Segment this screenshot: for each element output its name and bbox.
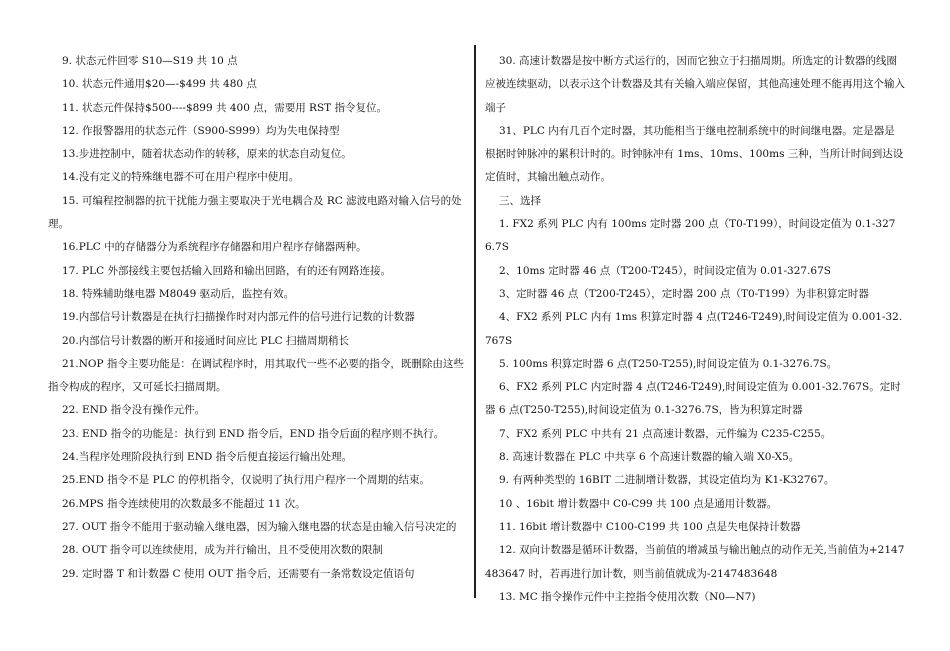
paragraph: 28. OUT 指令可以连续使用，成为并行输出，且不受使用次数的限制: [62, 544, 383, 557]
paragraph: 12. 双向计数器是循环计数器，当前值的增减虽与输出触点的动作无关,当前值为+2147483647 时，若再进行加计数，则当前值就成为-2147483648: [485, 544, 905, 580]
paragraph: 4、FX2 系列 PLC 内有 1ms 积算定时器 4 点(T246-T249),时间设定值为 0.001-32.767S: [485, 311, 903, 347]
left-column: [48, 50, 466, 586]
paragraph: 1. FX2 系列 PLC 内有 100ms 定时器 200 点（T0-T199），时间设定值为 0.1-3276.7S: [485, 218, 896, 254]
paragraph: 7、FX2 系列 PLC 中共有 21 点高速计数器，元件编为 C235-C255。: [499, 427, 832, 440]
paragraph: 三、选择: [499, 194, 541, 207]
paragraph: 8. 高速计数器在 PLC 中共享 6 个高速计数器的输入端 X0-X5。: [499, 451, 800, 464]
paragraph: 13.步进控制中，随着状态动作的转移，原来的状态自动复位。: [62, 148, 352, 161]
paragraph: 11. 状态元件保持$500----$899 共 400 点，需要用 RST 指令复位。: [62, 101, 388, 114]
paragraph: 10. 状态元件通用$20—-$499 共 480 点: [62, 78, 257, 91]
paragraph: 21.NOP 指令主要功能是：在调试程序时，用其取代一些不必要的指令，既删除由这些指令构成的程序，又可延长扫描周期。: [48, 357, 464, 394]
right-column: [485, 50, 905, 609]
paragraph: 17. PLC 外部接线主要包括输入回路和输出回路，有的还有网路连接。: [62, 264, 391, 277]
paragraph: 16.PLC 中的存储器分为系统程序存储器和用户程序存储器两种。: [62, 241, 367, 254]
paragraph: 15. 可编程控制器的抗干扰能力强主要取决于光电耦合及 RC 滤波电路对输入信号的处理。: [48, 194, 462, 231]
paragraph: 22. END 指令没有操作元件。: [62, 404, 206, 417]
paragraph: 24.当程序处理阶段执行到 END 指令后便直接运行输出处理。: [62, 451, 353, 464]
paragraph: 29. 定时器 T 和计数器 C 使用 OUT 指令后，还需要有一条常数设定值语句: [62, 567, 415, 580]
paragraph: 13. MC 指令操作元件中主控指令使用次数（N0—N7): [499, 590, 756, 603]
paragraph: 12. 作报警器用的状态元件（S900-S999）均为失电保持型: [62, 124, 340, 137]
paragraph: 9. 状态元件回零 S10—S19 共 10 点: [62, 55, 238, 67]
paragraph: 10 、16bit 增计数器中 C0-C99 共 100 点是通用计数器。: [499, 497, 778, 510]
paragraph: 19.内部信号计数器是在执行扫描操作时对内部元件的信号进行记数的计数器: [62, 311, 415, 324]
paragraph: 27. OUT 指令不能用于驱动输入继电器，因为输入继电器的状态是由输入信号决定的: [62, 520, 457, 533]
paragraph: 2、10ms 定时器 46 点（T200-T245），时间设定值为 0.01-327.67S: [499, 264, 831, 277]
paragraph: 31、PLC 内有几百个定时器，其功能相当于继电控制系统中的时间继电器。定是器是根据时钟脉冲的累积计时的。时钟脉冲有 1ms、10ms、100ms 三种，当所计时间到达设定值时，其输出触点动作。: [485, 124, 904, 184]
paragraph: 30. 高速计数器是按中断方式运行的，因而它独立于扫描周期。所选定的计数器的线圈应被连续驱动，以表示这个计数器及其有关输入端应保留，其他高速处理不能再用这个输入端子: [485, 55, 905, 114]
column-divider: [474, 45, 476, 598]
paragraph: 26.MPS 指令连续使用的次数最多不能超过 11 次。: [62, 497, 306, 510]
paragraph: 11. 16bit 增计数器中 C100-C199 共 100 点是失电保持计数器: [499, 520, 801, 533]
paragraph: 3、定时器 46 点（T200-T245），定时器 200 点（T0-T199）为非积算定时器: [499, 287, 869, 300]
paragraph: 23. END 指令的功能是：执行到 END 指令后，END 指令后面的程序则不执行。: [62, 427, 445, 440]
paragraph: 18. 特殊辅助继电器 M8049 驱动后，监控有效。: [62, 287, 295, 300]
paragraph: 6、FX2 系列 PLC 内定时器 4 点(T246-T249),时间设定值为 0.001-32.767S。定时器 6 点(T250-T255),时间设定值为 0.1-3276.7S，皆为积算定时器: [485, 381, 901, 417]
paragraph: 25.END 指令不是 PLC 的停机指令，仅说明了执行用户程序一个周期的结束。: [62, 474, 431, 487]
paragraph: 9. 有两种类型的 16BIT 二进制增计数器，其设定值均为 K1-K32767。: [499, 474, 835, 487]
paragraph: 14.没有定义的特殊继电器不可在用户程序中使用。: [62, 171, 300, 184]
paragraph: 20.内部信号计数器的断开和接通时间应比 PLC 扫描周期稍长: [62, 334, 349, 347]
paragraph: 5. 100ms 积算定时器 6 点(T250-T255),时间设定值为 0.1-3276.7S。: [499, 357, 838, 370]
